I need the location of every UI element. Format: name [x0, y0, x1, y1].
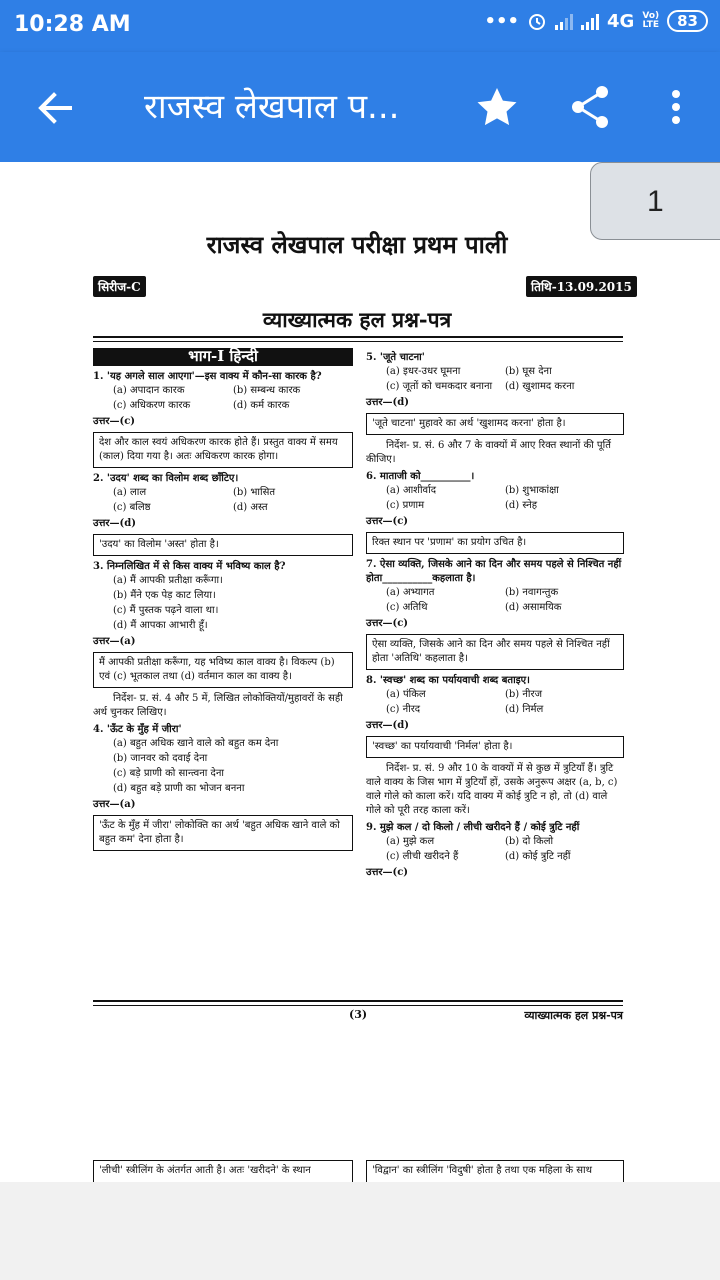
divider [93, 341, 623, 342]
option: (c) लीची खरीदने हैं [386, 851, 459, 862]
option: (b) घूस देना [505, 366, 552, 377]
star-icon [472, 82, 522, 132]
option: (a) लाल [113, 487, 147, 498]
option: (b) दो किलो [505, 836, 554, 847]
question-9: 9. मुझे कल / दो किलो / लीची खरीदने हैं / कोई त्रुटि नहीं [366, 822, 580, 833]
option: (c) बलिष्ठ [113, 502, 151, 513]
option: (b) जानवर को दवाई देना [113, 753, 208, 764]
section-heading: भाग-I हिन्दी [93, 348, 353, 366]
question-3-options [93, 574, 353, 633]
option: (a) पंकिल [386, 689, 426, 700]
explanation-7: ऐसा व्यक्ति, जिसके आने का दिन और समय पहले से निश्चित नहीं होता 'अतिथि' कहलाता है। [366, 634, 624, 670]
option: (a) इधर-उधर घूमना [386, 366, 461, 377]
signal-strength-icon-2 [581, 12, 599, 30]
question-8: 8. 'स्वच्छ' शब्द का पर्यायवाची शब्द बताइए। [366, 675, 530, 686]
option: (a) मुझे कल [386, 836, 435, 847]
option: (b) नीरज [505, 689, 543, 700]
right-column [366, 348, 624, 880]
option: (d) अस्त [233, 502, 268, 513]
footer-page-number: (3) [349, 1008, 368, 1021]
question-4-options [93, 737, 353, 796]
question-9-options [366, 835, 624, 864]
option: (a) अभ्यागत [386, 587, 435, 598]
app-toolbar [0, 52, 720, 162]
network-type: 4G [607, 10, 635, 32]
explanation-8: 'स्वच्छ' का पर्यायवाची 'निर्मल' होता है। [366, 736, 624, 758]
explanation-2: 'उदय' का विलोम 'अस्त' होता है। [93, 534, 353, 556]
option: (d) स्नेह [505, 500, 538, 511]
question-5-options [366, 365, 624, 394]
option: (c) अतिथि [386, 602, 428, 613]
footer-tag: व्याख्यात्मक हल प्रश्न-पत्र [524, 1009, 623, 1022]
more-options-button[interactable] [662, 82, 690, 132]
explanation-1: देश और काल स्वयं अधिकरण कारक होते हैं। प्रस्तुत वाक्य में समय (काल) दिया गया है। अतः अधिकरण कारक होगा। [93, 432, 353, 468]
status-bar [0, 0, 720, 52]
question-1-options [93, 384, 353, 413]
date-badge: तिथि-13.09.2015 [526, 276, 637, 297]
option: (c) प्रणाम [386, 500, 425, 511]
paper-subtitle: व्याख्यात्मक हल प्रश्न-पत्र [262, 307, 452, 332]
alarm-icon [527, 11, 547, 31]
series-badge: सिरीज-C [93, 276, 146, 297]
answer-4: उत्तर—(a) [93, 799, 136, 810]
option: (c) नीरद [386, 704, 421, 715]
option: (d) कर्म कारक [233, 400, 290, 411]
status-time: 10:28 AM [14, 12, 131, 37]
question-5: 5. 'जूते चाटना' [366, 352, 425, 363]
question-2-options [93, 486, 353, 515]
question-7-options [366, 586, 624, 615]
instruction-note: निर्देश- प्र. सं. 9 और 10 के वाक्यों में से कुछ में त्रुटियाँ हैं। त्रुटि वाले वाक्य के जिस भाग में त्रुटियाँ हों, उसके अनुरूप अक्षर (a, b, c) वाले गोले को काला करें। यदि वाक्य में कोई त्रुटि न हो, तो (d) वाले गोले को पूरी तरह काला करें। [366, 763, 618, 816]
option: (d) निर्मल [505, 704, 544, 715]
answer-5: उत्तर—(d) [366, 397, 409, 408]
option: (d) बहुत बड़े प्राणी का भोजन बनना [113, 783, 245, 794]
next-page-snippet-right: 'विद्वान' का स्त्रीलिंग 'विदुषी' होता है तथा एक महिला के साथ [366, 1160, 624, 1182]
option: (b) मैंने एक पेड़ काट लिया। [113, 590, 216, 601]
volte-icon: Vo) LTE [642, 11, 660, 30]
divider [93, 336, 623, 338]
share-button[interactable] [566, 82, 616, 132]
question-6-options [366, 484, 624, 513]
notification-dots-icon: ••• [484, 10, 520, 32]
answer-1: उत्तर—(c) [93, 416, 136, 427]
option: (a) बहुत अधिक खाने वाले को बहुत कम देना [113, 738, 279, 749]
option: (c) मैं पुस्तक पढ़ने वाला था। [113, 605, 219, 616]
signal-strength-icon [555, 12, 573, 30]
divider [93, 1000, 623, 1002]
more-vert-icon [662, 82, 690, 132]
instruction-note: निर्देश- प्र. सं. 4 और 5 में, लिखित लोकोक्तियों/मुहावरों के सही अर्थ चुनकर लिखिए। [93, 693, 343, 718]
option: (a) मैं आपकी प्रतीक्षा करूँगा। [113, 575, 223, 586]
option: (b) सम्बन्ध कारक [233, 385, 301, 396]
pdf-page[interactable] [0, 162, 720, 1182]
page-number: 1 [647, 185, 664, 218]
explanation-4: 'ऊँट के मुँह में जीरा' लोकोक्ति का अर्थ 'बहुत अधिक खाने वाले को बहुत कम' देना होता है। [93, 815, 353, 851]
instruction-note: निर्देश- प्र. सं. 6 और 7 के वाक्यों में आए रिक्त स्थानों की पूर्ति कीजिए। [366, 440, 611, 465]
share-icon [566, 82, 616, 132]
favorite-button[interactable] [472, 82, 522, 132]
explanation-5: 'जूते चाटना' मुहावरे का अर्थ 'खुशामद करना' होता है। [366, 413, 624, 435]
answer-7: उत्तर—(c) [366, 618, 409, 629]
answer-8: उत्तर—(d) [366, 720, 409, 731]
option: (d) खुशामद करना [505, 381, 575, 392]
divider [93, 1005, 623, 1006]
question-4: 4. 'ऊँट के मुँह में जीरा' [93, 724, 182, 735]
document-title: राजस्व लेखपाल प... [144, 87, 400, 127]
option: (c) अधिकरण कारक [113, 400, 191, 411]
question-7: 7. ऐसा व्यक्ति, जिसके आने का दिन और समय पहले से निश्चित नहीं होता__________कहलाता है। [366, 559, 622, 584]
question-1: 1. 'यह अगले साल आएगा'—इस वाक्य में कौन-सा कारक है? [93, 371, 322, 382]
option: (b) नवागन्तुक [505, 587, 559, 598]
option: (d) कोई त्रुटि नहीं [505, 851, 571, 862]
back-arrow-icon [30, 84, 82, 132]
explanation-6: रिक्त स्थान पर 'प्रणाम' का प्रयोग उचित है। [366, 532, 624, 554]
explanation-3: मैं आपकी प्रतीक्षा करूँगा, यह भविष्य काल वाक्य है। विकल्प (b) एवं (c) भूतकाल तथा (d) वर्तमान काल का वाक्य है। [93, 652, 353, 688]
option: (b) भासित [233, 487, 276, 498]
next-page-snippet-left: 'लीची' स्त्रीलिंग के अंतर्गत आती है। अतः 'खरीदने' के स्थान [93, 1160, 353, 1182]
option: (a) अपादान कारक [113, 385, 185, 396]
status-icons [485, 10, 708, 32]
answer-2: उत्तर—(d) [93, 518, 136, 529]
exam-title: राजस्व लेखपाल परीक्षा प्रथम पाली [206, 230, 508, 259]
left-column [93, 348, 353, 855]
battery-indicator: 83 [667, 10, 708, 32]
option: (d) मैं आपका आभारी हूँ। [113, 620, 208, 631]
question-8-options [366, 688, 624, 717]
answer-9: उत्तर—(c) [366, 867, 409, 878]
back-button[interactable] [30, 84, 82, 132]
question-3: 3. निम्नलिखित में से किस वाक्य में भविष्य काल है? [93, 561, 286, 572]
option: (c) बड़े प्राणी को सान्त्वना देना [113, 768, 224, 779]
option: (a) आशीर्वाद [386, 485, 437, 496]
option: (b) शुभाकांक्षा [505, 485, 559, 496]
answer-6: उत्तर—(c) [366, 516, 409, 527]
page-number-indicator [590, 162, 720, 240]
question-2: 2. 'उदय' शब्द का विलोम शब्द छाँटिए। [93, 473, 239, 484]
option: (d) असामयिक [505, 602, 562, 613]
answer-3: उत्तर—(a) [93, 636, 136, 647]
question-6: 6. माताजी को__________। [366, 471, 475, 482]
option: (c) जूतों को चमकदार बनाना [386, 381, 493, 392]
